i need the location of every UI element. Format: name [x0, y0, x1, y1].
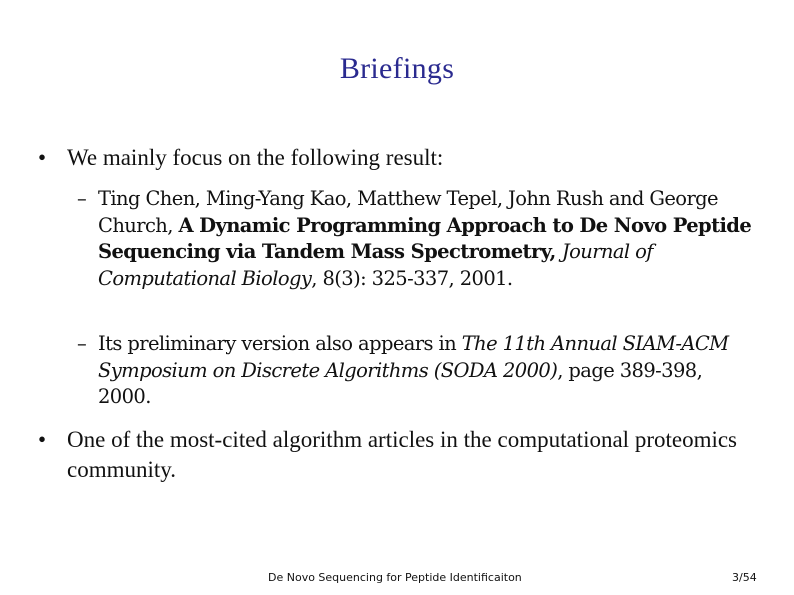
- dash-marker: –: [77, 332, 87, 355]
- preliminary-suffix: , page 389-398, 2000.: [98, 358, 703, 408]
- citation-journal: Journal of Computational Biology: [98, 240, 653, 290]
- preliminary-text: [98, 331, 757, 411]
- bullet-most-cited: [38, 425, 758, 485]
- bullet-text: One of the most-cited algorithm articles in the computational proteomics community.: [67, 427, 738, 482]
- footer-title: De Novo Sequencing for Peptide Identificaiton: [268, 571, 522, 584]
- preliminary-venue: The 11th Annual SIAM-ACM Symposium on Discrete Algorithms (SODA 2000): [98, 332, 729, 382]
- sub-bullet-preliminary: [77, 331, 757, 411]
- citation-paper-title: A Dynamic Programming Approach to De Novo Peptide Sequencing via Tandem Mass Spectrometry: [98, 213, 752, 263]
- bullet-marker: •: [38, 427, 47, 452]
- preliminary-prefix: Its preliminary version also appears in: [98, 332, 462, 355]
- dash-marker: –: [77, 187, 87, 210]
- sub-bullet-citation: [77, 186, 757, 292]
- citation-comma: ,: [549, 240, 562, 263]
- citation-text: [98, 186, 757, 292]
- citation-details: , 8(3): 325-337, 2001.: [311, 266, 513, 290]
- slide-title: Briefings: [339, 52, 455, 85]
- bullet-text: We mainly focus on the following result:: [67, 145, 444, 170]
- bullet-marker: •: [38, 145, 47, 170]
- page-number: 3/54: [732, 571, 757, 584]
- citation-authors: Ting Chen, Ming-Yang Kao, Matthew Tepel, John Rush and George Church,: [98, 187, 718, 237]
- bullet-main-focus: [38, 143, 758, 173]
